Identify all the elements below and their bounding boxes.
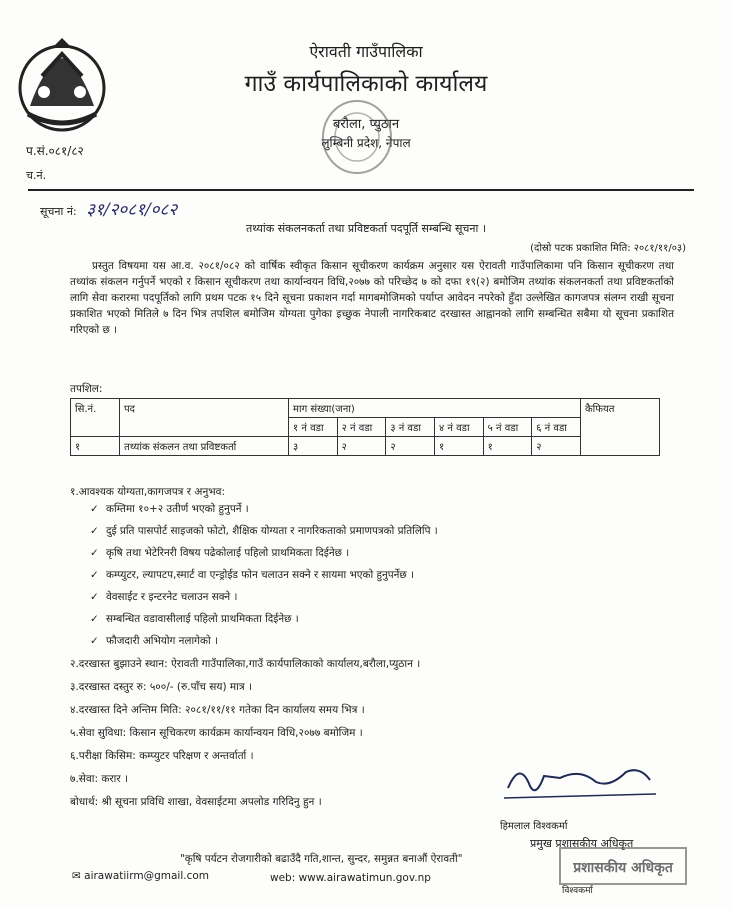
checkmark-icon: ✓ [90, 525, 99, 537]
checkmark-icon: ✓ [90, 635, 99, 647]
checkmark-icon: ✓ [90, 503, 99, 515]
table-header-row [71, 399, 660, 418]
row-sn: १ [71, 437, 120, 456]
requirement-item: ✓ सम्बन्धित वडावासीलाई पहिलो प्राथमिकता दिईनेछ । [90, 613, 299, 625]
notice-body: प्रस्तुत विषयमा यस आ.व. २०८१/०८२ को वार्षिक स्वीकृत किसान सूचीकरण कार्यक्रम अनुसार यस ऐरावती गाउँपालिकामा पनि किसान सूचीकरण तथा तथ्यांक संकलन गर्नुपर्ने भएको र किसान सूचीकरण तथा कार्यान्वयन विधि,२०७७ को परिच्छेद ७ को दफा १९(२) बमोजिम तथ्यांक संकलनकर्ता तथा प्रविष्टकर्ताको लागि सेवा करारमा पदपूर्तिको लागि प्रथम पटक १५ दिने सूचना प्रकाशन गर्दा मागबमोजिमको पर्याप्त आवेदन नपरेको हुँदा उल्लेखित कागजपत्र संलग्न राखी सूचना प्रकाशित भएको मितिले ७ दिन भित्र तपशिल बमोजिम योग्यता पुगेका इच्छुक नेपाली नागरिकबाट दरखास्त आह्वानको लागि सम्बन्धित सबैमा यो सूचना प्रकाशित गरिएको छ । [70, 260, 674, 336]
handwritten-signature [500, 758, 660, 802]
cc-note: बोधार्थ: श्री सूचना प्रविधि शाखा, वेवसाईटमा अपलोड गरिदिनु हुन । [70, 796, 322, 808]
header-divider [28, 189, 694, 191]
reference-number: प.सं.०८१/८२ [26, 144, 84, 158]
office-province: लुम्बिनी प्रदेश, नेपाल [321, 136, 411, 150]
signatory-title: प्रमुख प्रशासकीय अधिकृत [530, 837, 634, 850]
checkmark-icon: ✓ [90, 591, 99, 603]
ward-count: १ [434, 437, 483, 456]
details-label: तपशिल: [70, 383, 103, 395]
application-place: २.दरखास्त बुझाउने स्थान: ऐरावती गाउँपालिका,गाउँ कार्यपालिकाको कार्यालय,बरौला,प्युठान । [70, 658, 421, 670]
footer-slogan: "कृषि पर्यटन रोजगारीको बढाउँदै गति,शान्त, सुन्दर, समुन्नत बनाऔं ऐरावती" [180, 853, 463, 865]
requirement-item: ✓ वेवसाईट र इन्टरनेट चलाउन सक्ने । [90, 591, 238, 603]
ward-count: २ [386, 437, 435, 456]
requirement-item: ✓ दुई प्रति पासपोर्ट साइजको फोटो, शैक्षिक योग्यता र नागरिकताको प्रमाणपत्रको प्रतिलिपि । [90, 525, 438, 537]
ward-header: २ नं वडा [337, 418, 386, 437]
requirement-item: ✓ फौजदारी अभियोग नलागेको । [90, 635, 218, 647]
ward-header: ५ नं वडा [483, 418, 532, 437]
office-name: गाउँ कार्यपालिकाको कार्यालय [244, 71, 488, 97]
notice-number-label: सूचना नं: [40, 205, 77, 218]
footer-website: web: www.airawatimun.gov.np [270, 872, 431, 884]
col-remarks: कैफियत [581, 399, 660, 456]
benefits: ५.सेवा सुविधा: किसान सूचिकरण कार्यक्रम कार्यान्वयन विधि,२०७७ बमोजिम । [70, 727, 363, 739]
checkmark-icon: ✓ [90, 569, 99, 581]
requirement-item: ✓ कम्प्युटर, ल्यापटप,स्मार्ट वा एन्ड्रोईड फोन चलाउन सक्ने र सायमा भएको हुनुपर्नेछ । [90, 569, 414, 581]
ward-count: २ [532, 437, 581, 456]
ward-count: ३ [289, 437, 338, 456]
signatory-name: हिमलाल विश्वकर्मा [500, 821, 568, 832]
notice-number-value: ३१/२०८१/०८२ [86, 200, 178, 220]
exam-type: ६.परीक्षा किसिम: कम्प्युटर परिक्षण र अन्तर्वार्ता । [70, 750, 254, 762]
republish-date: (दोस्रो पटक प्रकाशित मिति: २०८१/११/०३) [530, 243, 686, 254]
vacancy-table [70, 398, 660, 456]
requirement-item: ✓ कम्तिमा १०+२ उतीर्ण भएको हुनुपर्ने । [90, 503, 249, 515]
notice-number [40, 197, 177, 220]
notice-subject: तथ्यांक संकलनकर्ता तथा प्रविष्टकर्ता पदपूर्ति सम्बन्धि सूचना । [246, 222, 486, 235]
ward-header: १ नं वडा [289, 418, 338, 437]
service-type: ७.सेवा: करार । [70, 773, 129, 785]
row-post: तथ्यांक संकलन तथा प्रविष्टकर्ता [120, 437, 289, 456]
col-demand: माग संख्या(जना) [289, 399, 581, 418]
mail-icon: ✉ [72, 870, 85, 882]
checkmark-icon: ✓ [90, 547, 99, 559]
checkmark-icon: ✓ [90, 613, 99, 625]
col-sn: सि.नं. [71, 399, 120, 437]
ward-header: ४ नं वडा [434, 418, 483, 437]
municipality-name: ऐरावती गाउँपालिका [309, 42, 423, 61]
office-place: बरौला, प्युठान [332, 117, 400, 132]
table-row [71, 437, 660, 456]
application-fee: ३.दरखास्त दस्तुर रु: ५००/- (रु.पाँच सय) मात्र । [70, 681, 252, 693]
svg-text:प्रशासकीय अधिकृत: प्रशासकीय अधिकृत [573, 860, 673, 876]
office-seal-stamp [318, 96, 396, 178]
ward-count: १ [483, 437, 532, 456]
requirements-heading: १.आवश्यक योग्यता,कागजपत्र र अनुभव: [70, 486, 226, 498]
col-post: पद [120, 399, 289, 437]
deadline: ४.दरखास्त दिने अन्तिम मिति: २०८१/११/११ गतेका दिन कार्यालय समय भित्र । [70, 704, 365, 716]
ward-header: ६ नं वडा [532, 418, 581, 437]
requirement-item: ✓ कृषि तथा भेटेरिनरी विषय पढेकोलाई पहिलो प्राथमिकता दिईनेछ । [90, 547, 350, 559]
stamp-name: विश्वकर्मा [562, 886, 593, 896]
ward-header: ३ नं वडा [386, 418, 435, 437]
dispatch-number: च.नं. [26, 169, 47, 182]
footer-email: ✉ airawatiirm@gmail.com [72, 870, 210, 882]
ward-count: २ [337, 437, 386, 456]
officer-stamp [558, 846, 688, 886]
